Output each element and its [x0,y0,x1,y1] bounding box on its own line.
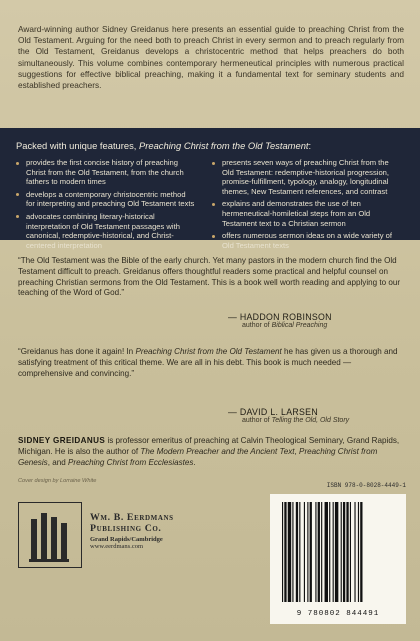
bio-book-title: Preaching Christ from Genesis [18,446,378,467]
feature-item: develops a contemporary christocentric method for interpreting and preaching Old Testament texts [16,190,196,209]
features-heading-suffix: : [308,140,312,151]
cover-design-credit: Cover design by Lorraine White [18,478,97,484]
publisher-logo-icon [18,502,82,568]
feature-item: explains and demonstrates the use of ten hermeneutical-homiletical steps from an Old Testament text to a Christian sermon [212,199,392,228]
publisher-text [90,512,174,550]
endorsement-quote [18,347,404,379]
feature-item: offers numerous sermon ideas on a wide variety of Old Testament texts [212,231,392,250]
features-heading-title: Preaching Christ from the Old Testament [139,140,309,151]
features-right-column [212,158,392,253]
endorser-book-title: Biblical Preaching [271,322,328,329]
isbn-label: ISBN 978-0-8028-4449-1 [326,482,406,489]
endorser-credential-prefix: author of [242,322,270,329]
barcode-icon [280,502,396,606]
quote-text-part: he has given us a thorough and satisfying treatment of this critical theme. We are all in his debt. This book is much needed — comprehensive and convincing.” [18,347,398,378]
features-heading [16,140,311,151]
publisher-url: www.eerdmans.com [90,543,144,550]
bio-book-title: The Modern Preacher and the Ancient Text [140,446,295,456]
endorsement-attribution [228,312,332,329]
publisher-block [18,498,208,568]
barcode-block [258,482,406,624]
quote-book-title: Preaching Christ from the Old Testament [135,347,282,356]
features-band [0,128,420,250]
author-bio [18,436,404,468]
bio-separator: , [294,446,297,456]
endorser-credential [228,322,332,329]
features-left-column [16,158,196,253]
endorser-name: — DAVID L. LARSEN [228,407,349,417]
features-heading-prefix: Packed with unique features, [16,140,137,151]
feature-item: provides the first concise history of preaching Christ from the Old Testament, from the church fathers to modern times [16,158,196,187]
endorser-credential-prefix: author of [242,417,270,424]
feature-item: presents seven ways of preaching Christ from the Old Testament: redemptive-historical progression, promise-fulfillment, typology, analogy, longitudinal themes, New Testament references, and contrast [212,158,392,196]
endorsement-attribution [228,407,349,424]
bio-end: . [193,457,196,467]
bio-text: is professor emeritus of preaching at Calvin Theological Seminary, Grand Rapids, Michigan. He is also the author of [18,436,400,456]
publisher-location: Grand Rapids/Cambridge [90,536,163,543]
endorser-name: — HADDON ROBINSON [228,312,332,322]
intro-paragraph: Award-winning author Sidney Greidanus here presents an essential guide to preaching Christ from the Old Testament. Arguing for the need both to preach Christ in every sermon and to preach regularly from the Old Testament, Greidanus develops a christocentric method that helps preachers do both simultaneously. This volume combines contemporary hermeneutical principles with numerous practical suggestions for effective biblical preaching, making it a fundamental text for seminary students and established preachers. [18,24,404,91]
barcode-number: 9 780802 844491 [296,610,380,618]
publisher-name-line2: Publishing Co. [90,523,162,534]
endorser-credential [228,417,349,424]
barcode-box [270,494,406,624]
author-name: SIDNEY GREIDANUS [18,436,106,445]
bio-book-title: Preaching Christ from Ecclesiastes [67,457,194,467]
quote-text-part: “Greidanus has done it again! In [18,347,134,356]
feature-item: advocates combining literary-historical interpretation of Old Testament passages with canonical, redemptive-historical, and Christ-centered interpretation [16,212,196,250]
endorser-book-title: Telling the Old, Old Story [271,417,350,424]
endorsement-quote: “The Old Testament was the Bible of the early church. Yet many pastors in the modern church find the Old Testament difficult to preach. Greidanus offers thoughtful readers some practical and helpful counsel on preaching Christian sermons from the Old Testament. This is a book well worth reading and applying to our teaching of the Word of God.” [18,256,401,298]
bio-separator: , and [47,457,66,467]
publisher-name-line1: Wm. B. Eerdmans [90,512,174,523]
